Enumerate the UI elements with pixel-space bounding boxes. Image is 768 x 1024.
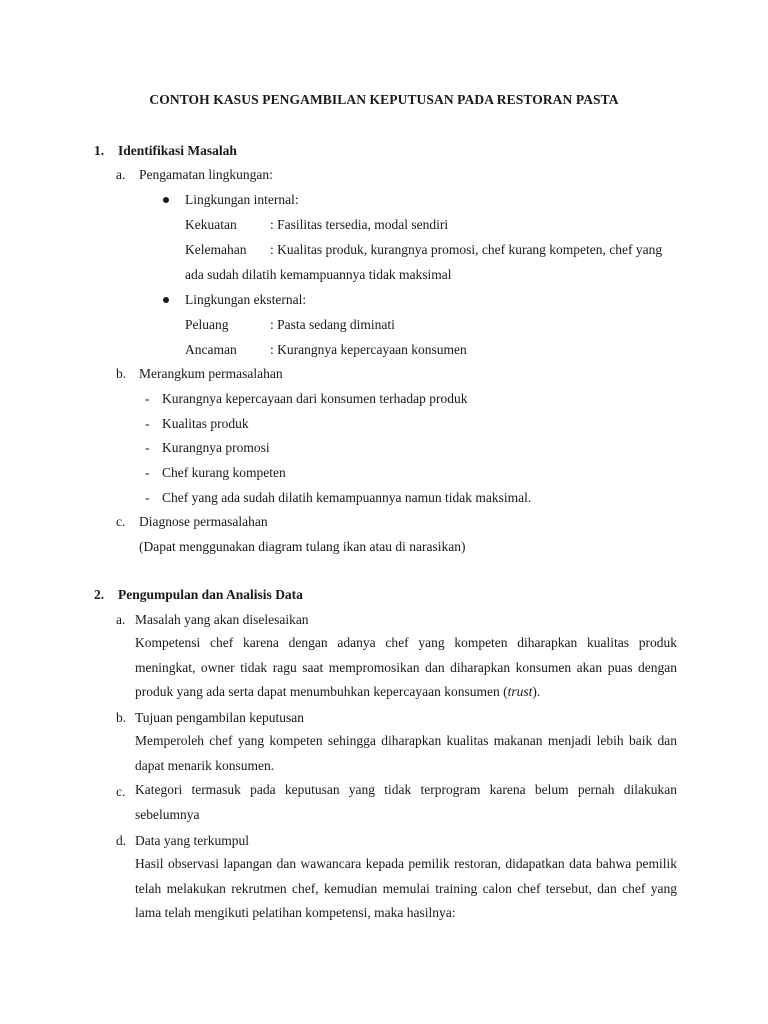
list-item: Chef yang ada sudah dilatih kemampuannya namun tidak maksimal. bbox=[162, 490, 532, 505]
s2a-paragraph: Kompetensi chef karena dengan adanya chef yang kompeten diharapkan kualitas produk meningkat, owner tidak ragu saat mempromosikan dan diharapkan konsumen akan puas dengan produk yang ada serta dapat menumbuhkan kepercayaan konsumen (trust). bbox=[135, 635, 677, 699]
s2d-paragraph: Hasil observasi lapangan dan wawancara kepada pemilik restoran, didapatkan data bahwa pemilik telah melakukan rekrutmen chef, kemudian memulai training calon chef tersebut, dan chef yang lama telah mengikuti pelatihan kompetensi, maka hasilnya: bbox=[135, 856, 677, 920]
kelemahan-continued: ada sudah dilatih kemampuannya tidak maksimal bbox=[185, 267, 452, 282]
kelemahan-term: Kelemahan bbox=[185, 242, 247, 257]
internal-label: Lingkungan internal: bbox=[185, 192, 299, 207]
section1-heading: Identifikasi Masalah bbox=[118, 143, 237, 158]
dash-icon: - bbox=[145, 391, 150, 406]
list-item: Kurangnya kepercayaan dari konsumen terhadap produk bbox=[162, 391, 468, 406]
external-label: Lingkungan eksternal: bbox=[185, 292, 307, 307]
s2b-letter: b. bbox=[116, 710, 127, 725]
section2-number: 2. bbox=[94, 587, 105, 602]
dash-icon: - bbox=[145, 440, 150, 455]
s2c-letter: c. bbox=[116, 784, 126, 799]
s2b-paragraph: Memperoleh chef yang kompeten sehingga diharapkan kualitas makanan menjadi lebih baik dan dapat menarik konsumen. bbox=[135, 733, 677, 773]
section1-number: 1. bbox=[94, 143, 105, 158]
s1a-label: Pengamatan lingkungan: bbox=[139, 167, 273, 182]
peluang-value: : Pasta sedang diminati bbox=[270, 317, 395, 332]
peluang-term: Peluang bbox=[185, 317, 229, 332]
s2a-label: Masalah yang akan diselesaikan bbox=[135, 612, 309, 627]
s2c-paragraph: Kategori termasuk pada keputusan yang tidak terprogram karena belum pernah dilakukan sebelumnya bbox=[135, 782, 677, 822]
s2a-letter: a. bbox=[116, 612, 126, 627]
s1a-letter: a. bbox=[116, 167, 126, 182]
dash-icon: - bbox=[145, 465, 150, 480]
s1b-letter: b. bbox=[116, 366, 127, 381]
bullet-icon bbox=[163, 197, 169, 203]
section2-heading: Pengumpulan dan Analisis Data bbox=[118, 587, 303, 602]
kekuatan-term: Kekuatan bbox=[185, 217, 237, 232]
s1c-note: (Dapat menggunakan diagram tulang ikan atau di narasikan) bbox=[139, 539, 466, 554]
dash-icon: - bbox=[145, 490, 150, 505]
kekuatan-value: : Fasilitas tersedia, modal sendiri bbox=[270, 217, 449, 232]
list-item: Chef kurang kompeten bbox=[162, 465, 286, 480]
s1c-letter: c. bbox=[116, 514, 126, 529]
ancaman-term: Ancaman bbox=[185, 342, 237, 357]
dash-icon: - bbox=[145, 416, 150, 431]
page-title: CONTOH KASUS PENGAMBILAN KEPUTUSAN PADA RESTORAN PASTA bbox=[149, 92, 619, 107]
s1b-label: Merangkum permasalahan bbox=[139, 366, 283, 381]
kelemahan-value: : Kualitas produk, kurangnya promosi, chef kurang kompeten, chef yang bbox=[270, 242, 663, 257]
list-item: Kurangnya promosi bbox=[162, 440, 270, 455]
s2b-label: Tujuan pengambilan keputusan bbox=[135, 710, 304, 725]
s2d-letter: d. bbox=[116, 833, 127, 848]
s1c-label: Diagnose permasalahan bbox=[139, 514, 268, 529]
bullet-icon bbox=[163, 297, 169, 303]
list-item: Kualitas produk bbox=[162, 416, 249, 431]
s2d-label: Data yang terkumpul bbox=[135, 833, 249, 848]
ancaman-value: : Kurangnya kepercayaan konsumen bbox=[270, 342, 467, 357]
